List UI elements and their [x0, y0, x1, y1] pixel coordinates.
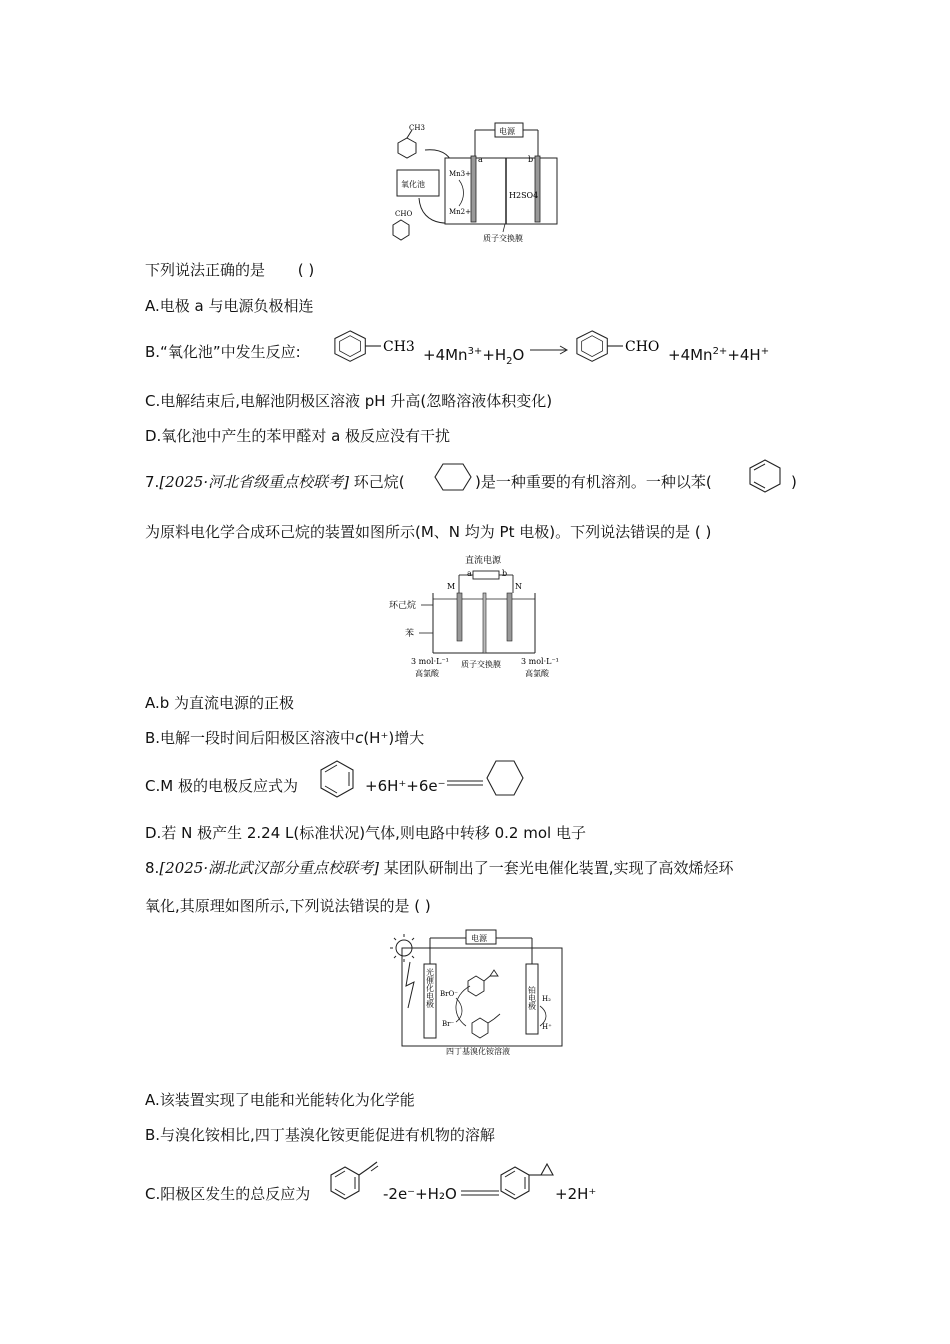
q8-text1: 某团队研制出了一套光电催化装置,实现了高效烯烃环	[383, 859, 734, 877]
benzaldehyde-icon	[573, 330, 663, 364]
figure-benzene-electrolysis	[385, 553, 645, 683]
right-conc-label: 3 mol·L⁻¹	[521, 657, 559, 666]
membrane-label: 质子交换膜	[483, 234, 523, 243]
benzene-icon	[745, 459, 785, 493]
left-conc-label: 3 mol·L⁻¹	[411, 657, 449, 666]
q6-b-ch3: CH3	[383, 339, 415, 355]
dc-power-label: 直流电源	[465, 556, 502, 566]
equals-arrow-icon	[447, 778, 485, 788]
cyclohexane-icon	[485, 758, 525, 798]
q6-option-c[interactable]: C.电解结束后,电解池阴极区溶液 pH 升高(忽略溶液体积变化)	[145, 392, 553, 410]
electrode-n-label: N	[515, 582, 522, 591]
q8-c-end: +2H⁺	[555, 1185, 597, 1203]
q8-number: 8.	[145, 859, 160, 877]
q6-option-d[interactable]: D.氧化池中产生的苯甲醛对 a 极反应没有干扰	[145, 427, 451, 445]
q7-stem-line2: 为原料电化学合成环己烷的装置如图所示(M、N 均为 Pt 电极)。下列说法错误的是 ( )	[145, 523, 712, 541]
membrane2-label: 质子交换膜	[461, 660, 501, 669]
q7-option-b[interactable]	[145, 728, 424, 748]
terminal-b: b	[502, 569, 508, 578]
cyclohexane-outlet-label: 环己烷	[389, 601, 417, 611]
h-plus-label: H⁺	[542, 1023, 552, 1031]
electrode-m-label: M	[447, 582, 456, 591]
equals-arrow-icon	[461, 1188, 501, 1198]
mn3-label: Mn3+	[449, 170, 471, 178]
benzaldehyde-structure	[393, 210, 412, 240]
q7-text1b: )是一种重要的有机溶剂。一种以苯(	[475, 473, 712, 491]
h2so4-label: H2SO4	[509, 191, 539, 200]
h2-label: H₂	[542, 995, 551, 1003]
q6-stem	[145, 260, 314, 280]
right-acid-label: 高氯酸	[525, 669, 549, 678]
benzene-inlet-label: 苯	[405, 629, 415, 639]
q7-number: 7.	[145, 473, 160, 491]
solution-label: 四丁基溴化铵溶液	[446, 1047, 510, 1056]
left-acid-label: 高氯酸	[415, 669, 439, 678]
q7-source: [2025·河北省级重点校联考]	[159, 473, 349, 491]
q8-option-b[interactable]: B.与溴化铵相比,四丁基溴化铵更能促进有机物的溶解	[145, 1126, 495, 1144]
q7-option-a[interactable]: A.b 为直流电源的正极	[145, 694, 295, 712]
styrene-structure	[472, 1014, 500, 1038]
figure-photoelectrocatalysis	[380, 926, 565, 1056]
q7-b-post: (H⁺)增大	[363, 729, 425, 747]
q6-b-mid: $+4Mn^{3+}+H_2O$	[423, 346, 525, 367]
q8-source: [2025·湖北武汉部分重点校联考]	[159, 859, 379, 877]
styrene-icon	[327, 1162, 387, 1202]
mn2-label: Mn2+	[449, 208, 471, 216]
epoxide-structure	[468, 970, 498, 996]
q7-b-pre: B.电解一段时间后阳极区溶液中	[145, 729, 356, 747]
cho-label: CHO	[395, 210, 413, 218]
q6-option-a[interactable]: A.电极 a 与电源负极相连	[145, 297, 314, 315]
toluene-icon	[331, 330, 415, 364]
q7-c-pre: C.M 极的电极反应式为	[145, 777, 298, 795]
reaction-arrow-icon	[530, 345, 570, 355]
power-label: 电源	[499, 127, 515, 136]
benzene-icon	[317, 758, 357, 798]
q6-b-end: $+4Mn^{2+}+4H^+$	[668, 346, 770, 364]
q6-b-prefix: B.“氧化池”中发生反应:	[145, 343, 301, 361]
q7-b-c: c	[355, 729, 364, 747]
q7-text1a: 环己烷(	[353, 473, 405, 491]
q8-option-a[interactable]: A.该装置实现了电能和光能转化为化学能	[145, 1091, 415, 1109]
fig3-power-label: 电源	[471, 934, 487, 943]
toluene-structure	[398, 124, 425, 158]
q6-answer-paren: ( )	[297, 261, 315, 279]
q8-stem-line1	[145, 858, 734, 878]
q6-b-cho: CHO	[625, 339, 660, 355]
electrode-a-label: a	[478, 155, 483, 164]
q7-text1c: )	[791, 473, 797, 491]
q7-c-mid: +6H⁺+6e⁻	[365, 777, 446, 795]
electrode-b-label: b	[528, 155, 534, 164]
terminal-a: a	[467, 569, 472, 578]
q7-option-d[interactable]: D.若 N 极产生 2.24 L(标准状况)气体,则电路中转移 0.2 mol 电子	[145, 824, 586, 842]
q8-c-pre: C.阳极区发生的总反应为	[145, 1185, 311, 1203]
methyl-label: CH3	[409, 124, 425, 132]
q8-stem-line2: 氧化,其原理如图所示,下列说法错误的是 ( )	[145, 897, 431, 915]
oxidation-cell-label: 氧化池	[401, 180, 425, 189]
q6-stem-text: 下列说法正确的是	[145, 261, 266, 279]
q8-c-mid: -2e⁻+H₂O	[383, 1185, 457, 1203]
br-label: Br⁻	[442, 1020, 455, 1028]
bro-label: BrO⁻	[440, 990, 458, 998]
pt-electrode-label: 铂电极	[527, 986, 537, 1010]
cyclohexane-icon	[433, 462, 473, 492]
photo-electrode-label: 光催化电极	[425, 968, 435, 1008]
figure-oxidation-electrolysis	[385, 118, 570, 248]
